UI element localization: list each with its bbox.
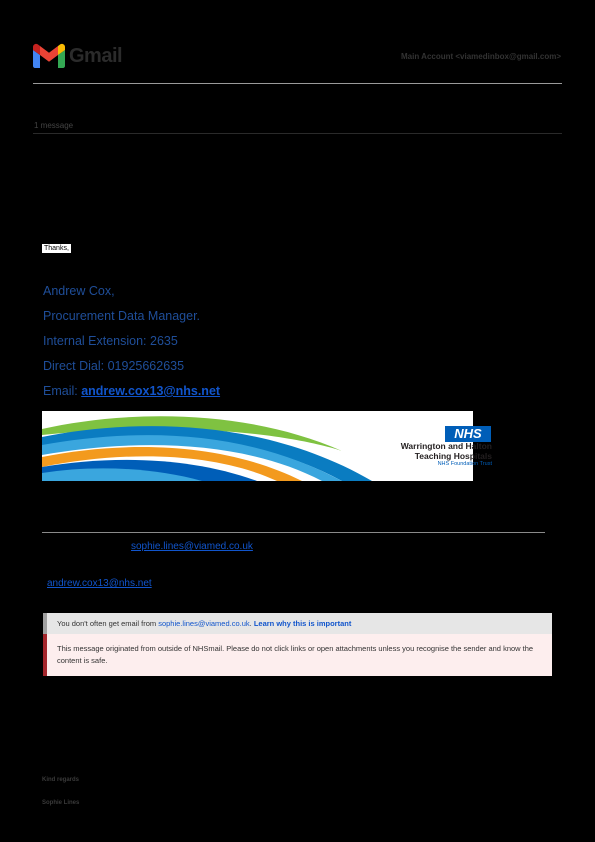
- message-count: 1 message: [34, 121, 74, 130]
- gmail-m-icon: [33, 44, 65, 68]
- gmail-wordmark: Gmail: [69, 45, 123, 67]
- nhs-trust-banner: [42, 411, 492, 481]
- external-warning-text: This message originated from outside of NHSmail. Please do not click links or open attachments unless you recognise the sender and know the content is safe.: [57, 644, 534, 665]
- gmail-logo: [33, 44, 123, 68]
- trust-name-line2: Teaching Hospitals: [414, 451, 492, 461]
- signature-name: Andrew Cox,: [43, 284, 115, 298]
- closing-regards: Kind regards: [42, 777, 80, 783]
- closing-sender-name: Sophie Lines: [42, 800, 80, 806]
- signature-direct-dial: Direct Dial: 01925662635: [43, 359, 185, 373]
- sender-warning-prefix: You don't often get email from: [57, 619, 159, 628]
- sender-warning-banner: [43, 613, 552, 634]
- signature-thanks: Thanks,: [44, 245, 69, 252]
- sender-warning-suffix: .: [249, 619, 254, 628]
- signature-email-line: [43, 384, 220, 398]
- nhs-logo: NHS: [445, 426, 491, 442]
- signature-email-label: Email:: [43, 384, 82, 398]
- trust-name-line1: Warrington and Halton: [400, 441, 492, 451]
- trust-name-line3: NHS Foundation Trust: [437, 461, 492, 467]
- sender-email-link[interactable]: sophie.lines@viamed.co.uk: [158, 619, 250, 628]
- from-email-link[interactable]: sophie.lines@viamed.co.uk: [131, 541, 253, 552]
- signature-email-link[interactable]: andrew.cox13@nhs.net: [81, 384, 221, 398]
- thread-divider: [33, 133, 562, 134]
- account-label: Main Account <viamedinbox@gmail.com>: [401, 52, 561, 61]
- to-email-link[interactable]: andrew.cox13@nhs.net: [47, 578, 152, 589]
- learn-why-link[interactable]: Learn why this is important: [253, 619, 352, 628]
- quoted-divider: [42, 532, 545, 533]
- signature-title: Procurement Data Manager.: [43, 309, 201, 323]
- external-warning-banner: [43, 634, 552, 676]
- signature-extension: Internal Extension: 2635: [43, 334, 178, 348]
- header-divider: [33, 83, 562, 84]
